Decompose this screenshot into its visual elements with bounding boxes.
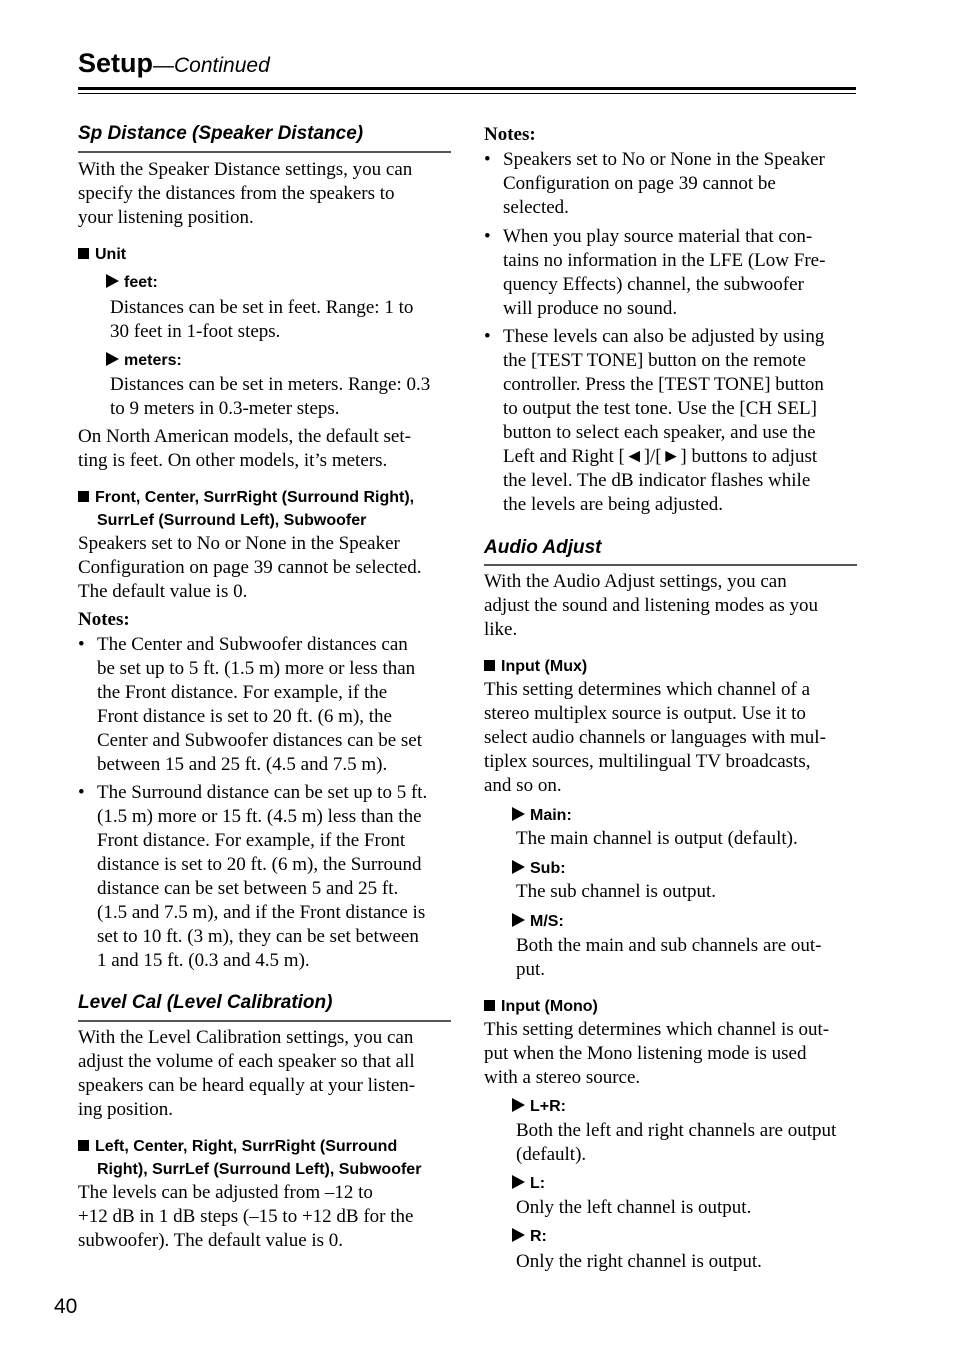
text-line: quency Effects) channel, the subwoofer xyxy=(503,274,804,295)
text-line: The Surround distance can be set up to 5 ft. xyxy=(97,782,428,803)
text-line: to 9 meters in 0.3-meter steps. xyxy=(110,398,340,419)
text-line: When you play source material that con- xyxy=(503,226,813,247)
option-main xyxy=(512,805,572,827)
text-line: button to select each speaker, and use the xyxy=(503,422,816,443)
note-item xyxy=(78,633,450,777)
text-line: With the Speaker Distance settings, you can xyxy=(78,159,413,180)
note-text xyxy=(503,225,856,321)
ms-description xyxy=(516,934,822,982)
text-line: will produce no sound. xyxy=(503,298,678,319)
text-line: be set up to 5 ft. (1.5 m) more or less than xyxy=(97,658,416,679)
note-item xyxy=(484,225,856,321)
text-line: the Front distance. For example, if the xyxy=(97,682,388,703)
note-item xyxy=(78,781,450,973)
text-line: With the Audio Adjust settings, you can xyxy=(484,571,787,592)
square-bullet-icon xyxy=(78,248,89,259)
triangle-right-icon xyxy=(512,860,525,874)
option-label: meters: xyxy=(124,352,182,369)
bullet-dot: • xyxy=(484,326,491,347)
text-line: Both the left and right channels are output xyxy=(516,1120,837,1141)
header-rule-thin xyxy=(78,93,856,94)
text-line: tiplex sources, multilingual TV broadcasts, xyxy=(484,751,811,772)
option-lr xyxy=(512,1096,566,1118)
r-description: Only the right channel is output. xyxy=(516,1251,762,1272)
text-line: stereo multiplex source is output. Use it to xyxy=(484,703,806,724)
triangle-right-icon xyxy=(106,352,119,366)
l-description: Only the left channel is output. xyxy=(516,1197,752,1218)
text-line: 30 feet in 1-foot steps. xyxy=(110,321,281,342)
page-header xyxy=(78,48,270,79)
text-line: subwoofer). The default value is 0. xyxy=(78,1230,344,1251)
option-label: R: xyxy=(530,1228,547,1245)
text-line: Front distance is set to 20 ft. (6 m), the xyxy=(97,706,392,727)
text-line: the levels are being adjusted. xyxy=(503,494,724,515)
subheading-label: Unit xyxy=(95,246,127,263)
text-line: 1 and 15 ft. (0.3 and 4.5 m). xyxy=(97,950,310,971)
section-title-sp-distance: Sp Distance (Speaker Distance) xyxy=(78,123,364,144)
text-line: This setting determines which channel is out- xyxy=(484,1019,830,1040)
notes-heading: Notes: xyxy=(78,609,130,630)
option-label: M/S: xyxy=(530,913,564,930)
subheading-label: SurrLef (Surround Left), Subwoofer xyxy=(97,512,367,529)
triangle-right-icon xyxy=(512,1098,525,1112)
triangle-right-icon xyxy=(106,274,119,288)
subheading-label: Right), SurrLef (Surround Left), Subwoofer xyxy=(97,1161,422,1178)
text-line: specify the distances from the speakers to xyxy=(78,183,395,204)
text-line: tains no information in the LFE (Low Fre- xyxy=(503,250,826,271)
section-rule xyxy=(78,1020,451,1022)
bullet-dot: • xyxy=(484,149,491,170)
header-rule-thick xyxy=(78,87,856,90)
option-r xyxy=(512,1226,547,1248)
text-line: +12 dB in 1 dB steps (–15 to +12 dB for the xyxy=(78,1206,414,1227)
subheading-input-mux xyxy=(484,655,587,678)
audio-adjust-intro xyxy=(484,570,818,642)
text-line: These levels can also be adjusted by using xyxy=(503,326,825,347)
default-unit-text xyxy=(78,425,411,473)
text-line: speakers can be heard equally at your listen- xyxy=(78,1075,416,1096)
triangle-right-icon xyxy=(512,913,525,927)
level-range-description xyxy=(78,1181,413,1253)
text-line: put when the Mono listening mode is used xyxy=(484,1043,807,1064)
text-line: controller. Press the [TEST TONE] button xyxy=(503,374,824,395)
subheading-speakers xyxy=(78,486,414,532)
text-line: Configuration on page 39 cannot be xyxy=(503,173,776,194)
header-title: Setup xyxy=(78,48,154,78)
main-description: The main channel is output (default). xyxy=(516,828,798,849)
option-label: feet: xyxy=(124,274,158,291)
option-label: L: xyxy=(530,1175,546,1192)
option-ms xyxy=(512,911,564,933)
note-item xyxy=(484,148,856,220)
note-item xyxy=(484,325,856,517)
text-line: distance is set to 20 ft. (6 m), the Surround xyxy=(97,854,422,875)
text-line: adjust the volume of each speaker so that all xyxy=(78,1051,415,1072)
text-line: to output the test tone. Use the [CH SEL] xyxy=(503,398,817,419)
subheading-label: Input (Mux) xyxy=(501,658,588,675)
square-bullet-icon xyxy=(78,1140,89,1151)
subheading-input-mono xyxy=(484,995,598,1018)
square-bullet-icon xyxy=(78,491,89,502)
text-line: Front distance. For example, if the Front xyxy=(97,830,406,851)
option-feet xyxy=(106,272,158,294)
text-line: Both the main and sub channels are out- xyxy=(516,935,822,956)
text-line: and so on. xyxy=(484,775,562,796)
text-line: Speakers set to No or None in the Speaker xyxy=(503,149,825,170)
text-line: On North American models, the default set- xyxy=(78,426,411,447)
subheading-level-speakers xyxy=(78,1135,421,1181)
note-text xyxy=(97,633,450,777)
note-text xyxy=(503,325,856,517)
text-line: like. xyxy=(484,619,518,640)
triangle-right-icon xyxy=(512,1175,525,1189)
square-bullet-icon xyxy=(484,1000,495,1011)
text-line: (1.5 m) more or 15 ft. (4.5 m) less than the xyxy=(97,806,422,827)
text-line: Distances can be set in feet. Range: 1 to xyxy=(110,297,414,318)
page-number: 40 xyxy=(54,1295,78,1318)
option-meters xyxy=(106,350,182,372)
note-text xyxy=(503,148,856,220)
text-line: The default value is 0. xyxy=(78,581,248,602)
text-line: put. xyxy=(516,959,546,980)
option-label: Main: xyxy=(530,807,572,824)
bullet-dot: • xyxy=(78,634,85,655)
text-line: Left and Right [◄]/[►] buttons to adjust xyxy=(503,446,818,467)
text-line: This setting determines which channel of a xyxy=(484,679,811,700)
text-line: (default). xyxy=(516,1144,587,1165)
lr-description xyxy=(516,1119,836,1167)
text-line: select audio channels or languages with mul- xyxy=(484,727,826,748)
text-line: set to 10 ft. (3 m), they can be set between xyxy=(97,926,419,947)
bullet-dot: • xyxy=(484,226,491,247)
option-label: Sub: xyxy=(530,860,566,877)
header-continued: —Continued xyxy=(153,54,270,77)
text-line: Speakers set to No or None in the Speaker xyxy=(78,533,400,554)
option-sub xyxy=(512,858,566,880)
notes-heading: Notes: xyxy=(484,124,536,145)
note-text xyxy=(97,781,450,973)
mux-description xyxy=(484,678,826,798)
text-line: the [TEST TONE] button on the remote xyxy=(503,350,806,371)
section-rule xyxy=(484,564,857,566)
text-line: (1.5 and 7.5 m), and if the Front distance is xyxy=(97,902,426,923)
text-line: the level. The dB indicator flashes while xyxy=(503,470,811,491)
square-bullet-icon xyxy=(484,660,495,671)
bullet-dot: • xyxy=(78,782,85,803)
text-line: adjust the sound and listening modes as you xyxy=(484,595,819,616)
text-line: With the Level Calibration settings, you can xyxy=(78,1027,414,1048)
text-line: distance can be set between 5 and 25 ft. xyxy=(97,878,399,899)
section-title-audio-adjust: Audio Adjust xyxy=(484,537,602,558)
speakers-description xyxy=(78,532,421,604)
text-line: your listening position. xyxy=(78,207,254,228)
text-line: The levels can be adjusted from –12 to xyxy=(78,1182,373,1203)
text-line: Configuration on page 39 cannot be selected. xyxy=(78,557,422,578)
text-line: The Center and Subwoofer distances can xyxy=(97,634,408,655)
option-label: L+R: xyxy=(530,1098,566,1115)
section-title-level-cal: Level Cal (Level Calibration) xyxy=(78,992,333,1013)
text-line: Center and Subwoofer distances can be set xyxy=(97,730,423,751)
subheading-unit xyxy=(78,243,126,266)
text-line: selected. xyxy=(503,197,569,218)
subheading-label: Input (Mono) xyxy=(501,998,598,1015)
mono-description xyxy=(484,1018,829,1090)
level-cal-intro xyxy=(78,1026,415,1122)
subheading-label: Front, Center, SurrRight (Surround Right), xyxy=(95,489,415,506)
text-line: Distances can be set in meters. Range: 0.3 xyxy=(110,374,431,395)
subheading-label: Left, Center, Right, SurrRight (Surround xyxy=(95,1138,398,1155)
text-line: with a stereo source. xyxy=(484,1067,641,1088)
text-line: ting is feet. On other models, it’s meters. xyxy=(78,450,388,471)
text-line: ing position. xyxy=(78,1099,174,1120)
triangle-right-icon xyxy=(512,1228,525,1242)
text-line: between 15 and 25 ft. (4.5 and 7.5 m). xyxy=(97,754,388,775)
sub-description: The sub channel is output. xyxy=(516,881,716,902)
section-rule xyxy=(78,151,451,153)
meters-description xyxy=(110,373,430,421)
option-l xyxy=(512,1173,545,1195)
sp-distance-intro xyxy=(78,158,412,230)
feet-description xyxy=(110,296,413,344)
triangle-right-icon xyxy=(512,807,525,821)
